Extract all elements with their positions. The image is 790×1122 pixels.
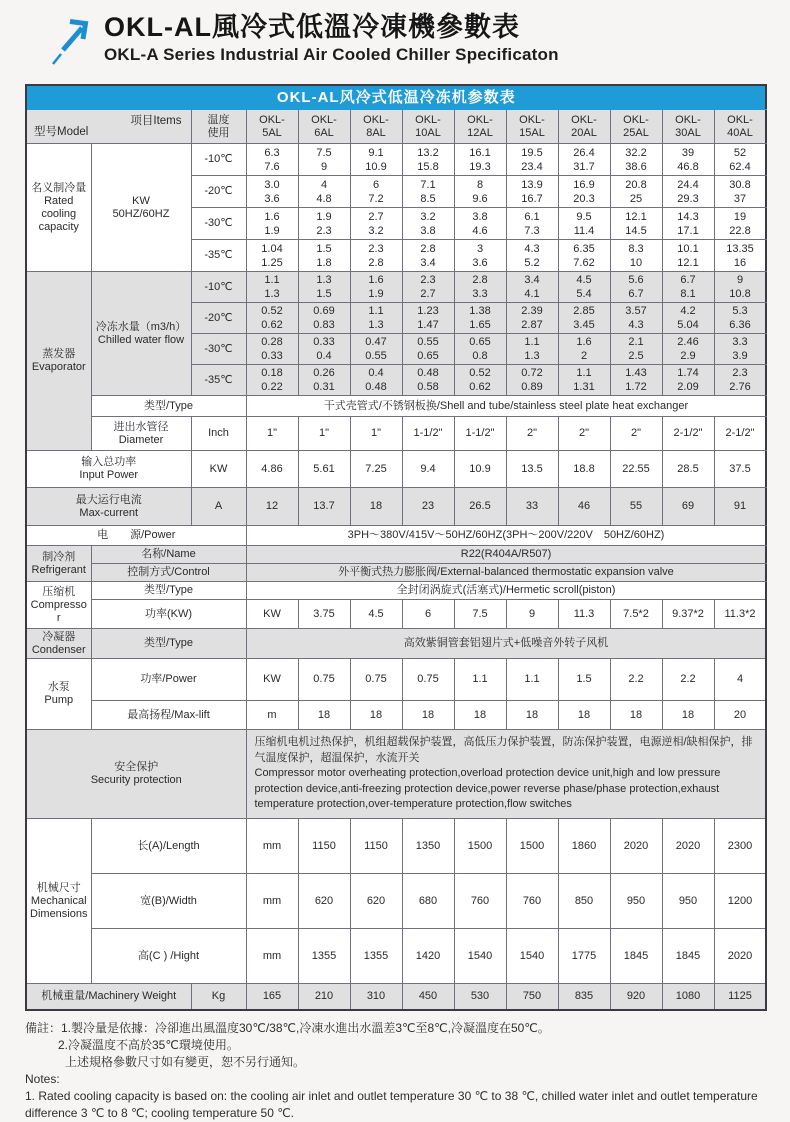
- section-compressor: 压缩机 Compressor: [26, 582, 91, 629]
- table-row: [26, 730, 766, 819]
- condenser-type-label: 类型/Type: [91, 629, 246, 659]
- value-cell: 1775: [558, 929, 610, 984]
- value-cell: 32.2 38.6: [610, 144, 662, 176]
- value-cell: 3.75: [298, 600, 350, 629]
- value-cell: 13.7: [298, 488, 350, 526]
- value-cell: 13.2 15.8: [402, 144, 454, 176]
- rated-cooling-unit: KW 50HZ/60HZ: [91, 144, 191, 272]
- value-cell: 1.1: [506, 659, 558, 701]
- value-cell: 6.3 7.6: [246, 144, 298, 176]
- machinery-weight-unit: Kg: [191, 984, 246, 1010]
- table-row: [26, 819, 766, 874]
- input-power-unit: KW: [191, 451, 246, 488]
- value-cell: 2-1/2": [662, 417, 714, 451]
- value-cell: 0.75: [298, 659, 350, 701]
- corner-model-label: 型号Model: [34, 126, 89, 138]
- value-cell: 1845: [662, 929, 714, 984]
- value-cell: 9: [506, 600, 558, 629]
- value-cell: 0.48 0.58: [402, 365, 454, 396]
- value-cell: 4.3 5.2: [506, 240, 558, 272]
- value-cell: 10.9: [454, 451, 506, 488]
- value-cell: 3.3 3.9: [714, 334, 766, 365]
- table-row: [26, 396, 766, 417]
- value-cell: 680: [402, 874, 454, 929]
- table-row: [26, 546, 766, 564]
- model-header-cell: OKL- 12AL: [454, 110, 506, 144]
- value-cell: 2.2: [662, 659, 714, 701]
- value-cell: 1.1 1.3: [506, 334, 558, 365]
- value-cell: 3.0 3.6: [246, 176, 298, 208]
- dimension-row-unit: mm: [246, 819, 298, 874]
- value-cell: 18: [350, 701, 402, 730]
- value-cell: 1355: [350, 929, 402, 984]
- page-header: [0, 0, 790, 82]
- temp-label: -35℃: [191, 365, 246, 396]
- value-cell: 4 4.8: [298, 176, 350, 208]
- note-line: Notes:: [25, 1071, 60, 1086]
- value-cell: 0.26 0.31: [298, 365, 350, 396]
- value-cell: 6.1 7.3: [506, 208, 558, 240]
- dimension-row-label: 高(C ) /Hight: [91, 929, 246, 984]
- value-cell: 530: [454, 984, 506, 1010]
- corner-items-label: 项目Items: [130, 115, 182, 127]
- value-cell: 1.04 1.25: [246, 240, 298, 272]
- value-cell: 0.72 0.89: [506, 365, 558, 396]
- value-cell: 0.47 0.55: [350, 334, 402, 365]
- pump-row-label: 功率/Power: [91, 659, 246, 701]
- value-cell: 18: [350, 488, 402, 526]
- value-cell: 2.8 3.3: [454, 272, 506, 303]
- temp-label: -30℃: [191, 334, 246, 365]
- value-cell: 12: [246, 488, 298, 526]
- value-cell: 950: [610, 874, 662, 929]
- value-cell: 1.43 1.72: [610, 365, 662, 396]
- value-cell: 1125: [714, 984, 766, 1010]
- value-cell: 9.37*2: [662, 600, 714, 629]
- note-line: 上述規格參數尺寸如有變更，恕不另行通知。: [65, 1054, 306, 1069]
- value-cell: 760: [506, 874, 558, 929]
- value-cell: 20.8 25: [610, 176, 662, 208]
- spec-table: [25, 84, 767, 1011]
- value-cell: 1.74 2.09: [662, 365, 714, 396]
- value-cell: 310: [350, 984, 402, 1010]
- value-cell: 1.38 1.65: [454, 303, 506, 334]
- value-cell: 1355: [298, 929, 350, 984]
- security-protection-text: 压缩机电机过热保护，机组超载保护装置，高低压力保护装置，防冻保护装置，电源逆相/缺相保护，排气温度保护，超温保护，水流开关 Compressor motor overheating protection,overload protection device unit,high and low pressure protection device,anti-freezing protection device,power reverse phase/phase protection,exhaust temperature protection,over-temperature protection,flow switches: [246, 730, 766, 819]
- note-line: 備註：1.製冷量是依據：冷卻進出風溫度30℃/38℃,冷凍水進出水溫差3℃至8℃,冷凝溫度在50℃。: [25, 1020, 550, 1035]
- value-cell: 28.5: [662, 451, 714, 488]
- value-cell: 13.5: [506, 451, 558, 488]
- value-cell: 0.55 0.65: [402, 334, 454, 365]
- value-cell: 9.4: [402, 451, 454, 488]
- value-cell: 46: [558, 488, 610, 526]
- compressor-power-unit: KW: [246, 600, 298, 629]
- table-row: [26, 144, 766, 176]
- model-header-cell: OKL- 25AL: [610, 110, 662, 144]
- value-cell: 23: [402, 488, 454, 526]
- value-cell: 11.3: [558, 600, 610, 629]
- value-cell: 2.8 3.4: [402, 240, 454, 272]
- power-supply-value: 3PH～380V/415V～50HZ/60HZ(3PH～200V/220V 50HZ/60HZ): [246, 526, 766, 546]
- max-current-label: 最大运行电流 Max-current: [26, 488, 191, 526]
- value-cell: 1350: [402, 819, 454, 874]
- dimension-row-label: 宽(B)/Width: [91, 874, 246, 929]
- value-cell: 10.1 12.1: [662, 240, 714, 272]
- value-cell: 0.52 0.62: [246, 303, 298, 334]
- value-cell: 4.5 5.4: [558, 272, 610, 303]
- value-cell: 18: [506, 701, 558, 730]
- model-header-cell: OKL- 6AL: [298, 110, 350, 144]
- value-cell: 1500: [506, 819, 558, 874]
- value-cell: 210: [298, 984, 350, 1010]
- table-row: [26, 984, 766, 1010]
- value-cell: 2.2: [610, 659, 662, 701]
- value-cell: 18: [454, 701, 506, 730]
- value-cell: 0.75: [350, 659, 402, 701]
- diameter-label: 进出水管径 Diameter: [91, 417, 191, 451]
- value-cell: 1.23 1.47: [402, 303, 454, 334]
- chilled-water-flow-label: 冷冻水量（m3/h） Chilled water flow: [91, 272, 191, 396]
- value-cell: 13.9 16.7: [506, 176, 558, 208]
- note-line: 1. Rated cooling capacity is based on: the cooling air inlet and outlet temperature 30 ℃ to 38 ℃, chilled water inlet and outlet temperature: [25, 1088, 758, 1103]
- value-cell: 26.4 31.7: [558, 144, 610, 176]
- value-cell: 1": [350, 417, 402, 451]
- value-cell: 450: [402, 984, 454, 1010]
- dimension-row-unit: mm: [246, 874, 298, 929]
- value-cell: 3.4 4.1: [506, 272, 558, 303]
- value-cell: 0.75: [402, 659, 454, 701]
- value-cell: 2": [610, 417, 662, 451]
- value-cell: 0.4 0.48: [350, 365, 402, 396]
- temp-label: -30℃: [191, 208, 246, 240]
- evaporator-type-label: 类型/Type: [91, 396, 246, 417]
- value-cell: 16.9 20.3: [558, 176, 610, 208]
- value-cell: 1200: [714, 874, 766, 929]
- compressor-power-label: 功率(KW): [91, 600, 246, 629]
- table-row: [26, 488, 766, 526]
- model-header-cell: OKL- 8AL: [350, 110, 402, 144]
- value-cell: 3.8 4.6: [454, 208, 506, 240]
- value-cell: 1.1 1.3: [246, 272, 298, 303]
- value-cell: 13.35 16: [714, 240, 766, 272]
- value-cell: 835: [558, 984, 610, 1010]
- value-cell: 5.61: [298, 451, 350, 488]
- value-cell: 7.5*2: [610, 600, 662, 629]
- section-refrigerant: 制冷剂 Refrigerant: [26, 546, 91, 582]
- value-cell: 7.25: [350, 451, 402, 488]
- value-cell: 2.3 2.7: [402, 272, 454, 303]
- value-cell: 2": [506, 417, 558, 451]
- section-evaporator: 蒸发器 Evaporator: [26, 272, 91, 451]
- value-cell: 18: [298, 701, 350, 730]
- value-cell: 24.4 29.3: [662, 176, 714, 208]
- value-cell: 1.5: [558, 659, 610, 701]
- value-cell: 1": [246, 417, 298, 451]
- table-row: [26, 701, 766, 730]
- temp-usage-header: 温度 使用: [191, 110, 246, 144]
- value-cell: 620: [350, 874, 402, 929]
- value-cell: 18: [662, 701, 714, 730]
- value-cell: 1500: [454, 819, 506, 874]
- value-cell: 1.3 1.5: [298, 272, 350, 303]
- section-rated-cooling: 名义制冷量 Rated cooling capacity: [26, 144, 91, 272]
- value-cell: 750: [506, 984, 558, 1010]
- value-cell: 760: [454, 874, 506, 929]
- temp-label: -10℃: [191, 144, 246, 176]
- value-cell: 2.3 2.8: [350, 240, 402, 272]
- value-cell: 1150: [298, 819, 350, 874]
- value-cell: 91: [714, 488, 766, 526]
- refrigerant-row-label: 控制方式/Control: [91, 564, 246, 582]
- value-cell: 1.1 1.31: [558, 365, 610, 396]
- value-cell: 2.7 3.2: [350, 208, 402, 240]
- value-cell: 950: [662, 874, 714, 929]
- corner-cell: [26, 110, 191, 144]
- value-cell: 620: [298, 874, 350, 929]
- table-row: [26, 874, 766, 929]
- value-cell: 2.46 2.9: [662, 334, 714, 365]
- diameter-unit: Inch: [191, 417, 246, 451]
- value-cell: 1420: [402, 929, 454, 984]
- temp-label: -35℃: [191, 240, 246, 272]
- value-cell: 18.8: [558, 451, 610, 488]
- value-cell: 5.6 6.7: [610, 272, 662, 303]
- compressor-type-label: 类型/Type: [91, 582, 246, 600]
- value-cell: 2": [558, 417, 610, 451]
- value-cell: 1.6 1.9: [350, 272, 402, 303]
- value-cell: 1.9 2.3: [298, 208, 350, 240]
- note-line: 2.冷凝溫度不高於35℃環境使用。: [58, 1037, 239, 1052]
- value-cell: 920: [610, 984, 662, 1010]
- value-cell: 2-1/2": [714, 417, 766, 451]
- table-row: [26, 564, 766, 582]
- value-cell: 22.55: [610, 451, 662, 488]
- table-row: [26, 582, 766, 600]
- model-header-cell: OKL- 5AL: [246, 110, 298, 144]
- value-cell: 0.33 0.4: [298, 334, 350, 365]
- value-cell: 19 22.8: [714, 208, 766, 240]
- temp-label: -10℃: [191, 272, 246, 303]
- value-cell: 4.5: [350, 600, 402, 629]
- value-cell: 9 10.8: [714, 272, 766, 303]
- value-cell: 18: [402, 701, 454, 730]
- refrigerant-row-value: 外平衡式热力膨胀阀/External-balanced thermostatic expansion valve: [246, 564, 766, 582]
- model-header-cell: OKL- 30AL: [662, 110, 714, 144]
- value-cell: 165: [246, 984, 298, 1010]
- value-cell: 3.2 3.8: [402, 208, 454, 240]
- value-cell: 0.28 0.33: [246, 334, 298, 365]
- value-cell: 19.5 23.4: [506, 144, 558, 176]
- notes: [25, 1020, 790, 1122]
- refrigerant-row-label: 名称/Name: [91, 546, 246, 564]
- machinery-weight-label: 机械重量/Machinery Weight: [26, 984, 191, 1010]
- value-cell: 6.35 7.62: [558, 240, 610, 272]
- value-cell: 1-1/2": [402, 417, 454, 451]
- value-cell: 1860: [558, 819, 610, 874]
- dimension-row-unit: mm: [246, 929, 298, 984]
- value-cell: 16.1 19.3: [454, 144, 506, 176]
- temp-label: -20℃: [191, 303, 246, 334]
- value-cell: 1080: [662, 984, 714, 1010]
- value-cell: 14.3 17.1: [662, 208, 714, 240]
- section-pump: 水泵 Pump: [26, 659, 91, 730]
- section-condenser: 冷凝器 Condenser: [26, 629, 91, 659]
- value-cell: 1845: [610, 929, 662, 984]
- evaporator-type-value: 干式壳管式/不锈钢板换/Shell and tube/stainless steel plate heat exchanger: [246, 396, 766, 417]
- value-cell: 2020: [662, 819, 714, 874]
- value-cell: 26.5: [454, 488, 506, 526]
- value-cell: 0.18 0.22: [246, 365, 298, 396]
- table-row: [26, 417, 766, 451]
- value-cell: 7.5: [454, 600, 506, 629]
- pump-row-label: 最高扬程/Max-lift: [91, 701, 246, 730]
- value-cell: 20: [714, 701, 766, 730]
- value-cell: 30.8 37: [714, 176, 766, 208]
- table-caption: OKL-AL风冷式低温冷冻机参数表: [26, 85, 766, 110]
- value-cell: 11.3*2: [714, 600, 766, 629]
- pump-row-unit: m: [246, 701, 298, 730]
- value-cell: 37.5: [714, 451, 766, 488]
- value-cell: 55: [610, 488, 662, 526]
- value-cell: 2020: [610, 819, 662, 874]
- value-cell: 12.1 14.5: [610, 208, 662, 240]
- model-header-cell: OKL- 40AL: [714, 110, 766, 144]
- table-row: [26, 526, 766, 546]
- value-cell: 18: [610, 701, 662, 730]
- value-cell: 0.65 0.8: [454, 334, 506, 365]
- value-cell: 9.5 11.4: [558, 208, 610, 240]
- value-cell: 2.3 2.76: [714, 365, 766, 396]
- security-protection-label: 安全保护 Security protection: [26, 730, 246, 819]
- value-cell: 7.5 9: [298, 144, 350, 176]
- value-cell: 1.5 1.8: [298, 240, 350, 272]
- table-row: [26, 451, 766, 488]
- value-cell: 18: [558, 701, 610, 730]
- table-row: [26, 110, 766, 144]
- value-cell: 6: [402, 600, 454, 629]
- table-row: [26, 929, 766, 984]
- pump-row-unit: KW: [246, 659, 298, 701]
- model-header-cell: OKL- 20AL: [558, 110, 610, 144]
- value-cell: 7.1 8.5: [402, 176, 454, 208]
- note-line: difference 3 ℃ to 8 ℃; cooling temperature 50 ℃.: [25, 1105, 295, 1120]
- value-cell: 850: [558, 874, 610, 929]
- max-current-unit: A: [191, 488, 246, 526]
- value-cell: 3 3.6: [454, 240, 506, 272]
- value-cell: 8 9.6: [454, 176, 506, 208]
- value-cell: 69: [662, 488, 714, 526]
- value-cell: 2.39 2.87: [506, 303, 558, 334]
- value-cell: 39 46.8: [662, 144, 714, 176]
- page-title-en: OKL-A Series Industrial Air Cooled Chiller Specificaton: [104, 45, 559, 65]
- value-cell: 5.3 6.36: [714, 303, 766, 334]
- condenser-type-value: 高效紫铜管套铝翅片式+低噪音外转子风机: [246, 629, 766, 659]
- refrigerant-row-value: R22(R404A/R507): [246, 546, 766, 564]
- value-cell: 1.6 2: [558, 334, 610, 365]
- compressor-type-value: 全封闭涡旋式(活塞式)/Hermetic scroll(piston): [246, 582, 766, 600]
- page-title-zh: OKL-AL風冷式低溫冷凍機參數表: [104, 12, 520, 42]
- section-mechanical-dimensions: 机械尺寸 Mechanical Dimensions: [26, 819, 91, 984]
- value-cell: 1": [298, 417, 350, 451]
- table-row: [26, 272, 766, 303]
- model-header-cell: OKL- 15AL: [506, 110, 558, 144]
- value-cell: 1540: [454, 929, 506, 984]
- arrow-up-right-icon: [50, 14, 96, 66]
- value-cell: 1150: [350, 819, 402, 874]
- input-power-label: 输入总功率 Input Power: [26, 451, 191, 488]
- value-cell: 0.52 0.62: [454, 365, 506, 396]
- table-row: [26, 629, 766, 659]
- value-cell: 1-1/2": [454, 417, 506, 451]
- value-cell: 1540: [506, 929, 558, 984]
- value-cell: 4.86: [246, 451, 298, 488]
- value-cell: 4.2 5.04: [662, 303, 714, 334]
- dimension-row-label: 长(A)/Length: [91, 819, 246, 874]
- value-cell: 2.1 2.5: [610, 334, 662, 365]
- value-cell: 52 62.4: [714, 144, 766, 176]
- value-cell: 2.85 3.45: [558, 303, 610, 334]
- temp-label: -20℃: [191, 176, 246, 208]
- table-row: [26, 85, 766, 110]
- value-cell: 1.1 1.3: [350, 303, 402, 334]
- value-cell: 4: [714, 659, 766, 701]
- value-cell: 33: [506, 488, 558, 526]
- value-cell: 9.1 10.9: [350, 144, 402, 176]
- value-cell: 3.57 4.3: [610, 303, 662, 334]
- value-cell: 2300: [714, 819, 766, 874]
- value-cell: 0.69 0.83: [298, 303, 350, 334]
- model-header-cell: OKL- 10AL: [402, 110, 454, 144]
- value-cell: 8.3 10: [610, 240, 662, 272]
- value-cell: 6 7.2: [350, 176, 402, 208]
- value-cell: 1.1: [454, 659, 506, 701]
- value-cell: 6.7 8.1: [662, 272, 714, 303]
- value-cell: 1.6 1.9: [246, 208, 298, 240]
- table-row: [26, 659, 766, 701]
- value-cell: 2020: [714, 929, 766, 984]
- table-row: [26, 600, 766, 629]
- power-supply-label: 电 源/Power: [26, 526, 246, 546]
